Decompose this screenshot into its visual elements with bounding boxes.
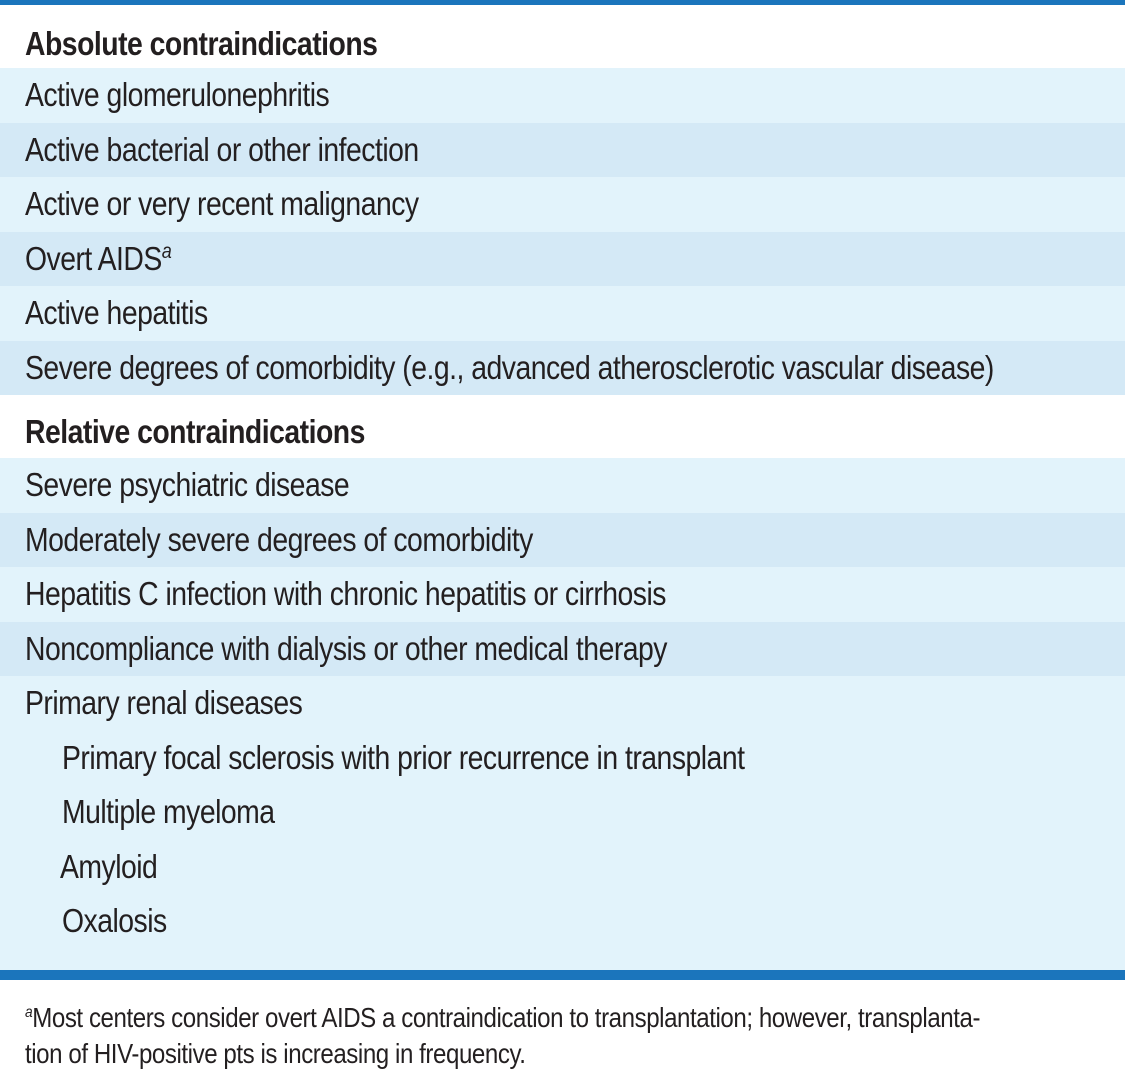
footnote-marker: a <box>25 1004 33 1021</box>
footnote-line-1: Most centers consider overt AIDS a contraindication to transplantation; however, transplanta- <box>32 1002 981 1033</box>
table-row: Noncompliance with dialysis or other medical therapy <box>0 622 1125 677</box>
footnote-marker: a <box>161 239 172 263</box>
footnote <box>25 1000 1125 1072</box>
footnote-line-2: tion of HIV-positive pts is increasing in frequency. <box>25 1038 526 1069</box>
table-row: Active or very recent malignancy <box>0 177 1125 232</box>
relative-heading: Relative contraindications <box>0 395 1125 458</box>
table-row: Active bacterial or other infection <box>0 123 1125 178</box>
table-subrow: Primary focal sclerosis with prior recurrence in transplant <box>0 731 1125 786</box>
table-row: Moderately severe degrees of comorbidity <box>0 513 1125 568</box>
table-subrow: Amyloid <box>0 840 1125 895</box>
table-row: Overt AIDS$^a$ <box>0 232 1125 287</box>
table-subrow: Multiple myeloma <box>0 785 1125 840</box>
table-bottom-padding <box>0 949 1125 973</box>
contraindications-table <box>0 5 1125 973</box>
absolute-heading: Absolute contraindications <box>0 5 1125 68</box>
table-row: Severe degrees of comorbidity (e.g., advanced atherosclerotic vascular disease) <box>0 341 1125 396</box>
table-row: Primary renal diseases <box>0 676 1125 731</box>
bottom-rule <box>0 970 1125 980</box>
table-row: Hepatitis C infection with chronic hepatitis or cirrhosis <box>0 567 1125 622</box>
table-row: Active hepatitis <box>0 286 1125 341</box>
table-row: Active glomerulonephritis <box>0 68 1125 123</box>
table-row: Severe psychiatric disease <box>0 458 1125 513</box>
table-subrow: Oxalosis <box>0 894 1125 949</box>
